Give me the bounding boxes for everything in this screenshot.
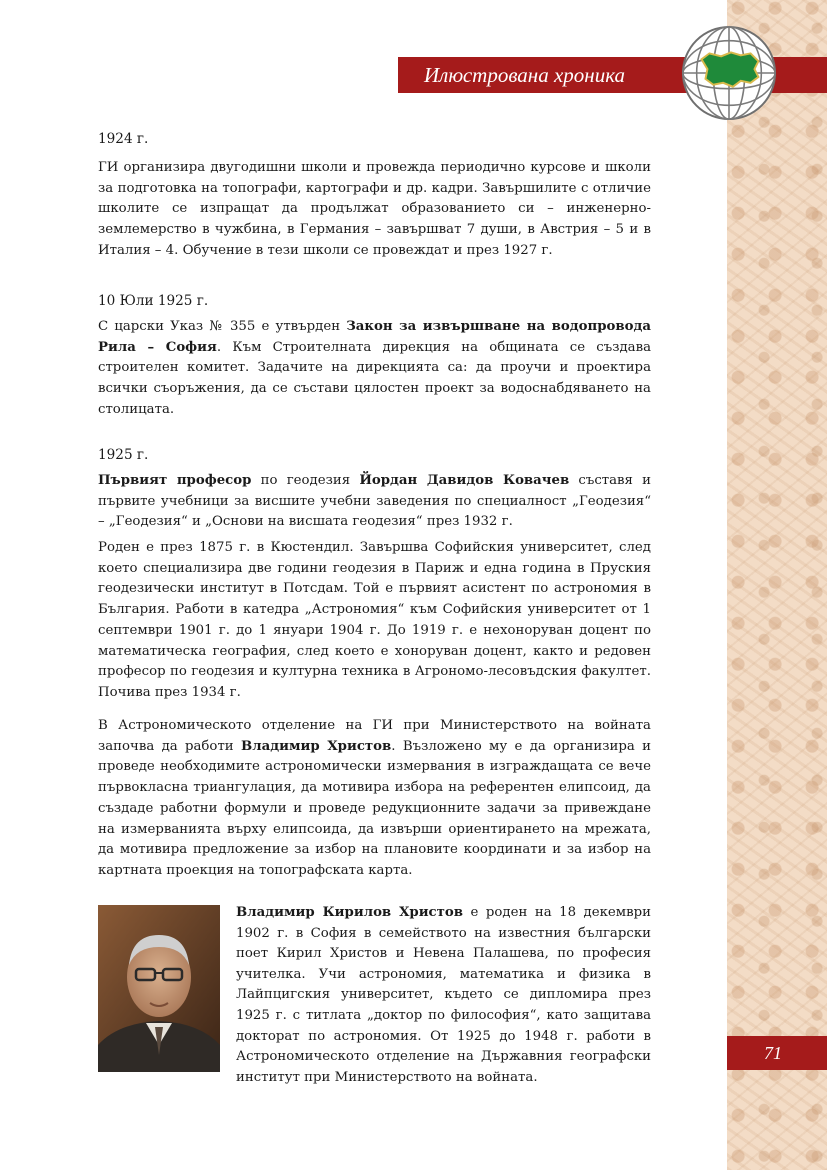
paragraph-astronomy-department: [98, 716, 651, 882]
paragraph-first-professor: [98, 471, 651, 533]
decorative-side-strip: [727, 0, 827, 1170]
bold-law-title: Закон за извършване на водопровода Рила – София: [98, 319, 651, 355]
portrait-photo-icon: [98, 905, 220, 1072]
globe-bulgaria-map-icon: [680, 24, 778, 122]
text-span: е роден на 18 декември 1902 г. в София в семейството на известния български поет Кирил Христов и Невена Палашева, по професия учителка. Учи астрономия, математика и физика в Лайпцигския университет, където се дипломира през 1925 г. с титлата „доктор по философия“, като защитава докторат по астрономия. От 1925 до 1948 г. работи в Астрономическото отделение на Държавния географски институт при Министерството на войната.: [236, 905, 651, 1085]
bold-vladimir-hristov: Владимир Христов: [240, 738, 392, 754]
bio-vladimir-hristov: [236, 903, 651, 1088]
text-span: по геодезия: [251, 473, 360, 488]
bold-professor-name: Йордан Давидов Ковачев: [359, 473, 570, 488]
section-heading-july-1925: 10 Юли 1925 г.: [98, 293, 209, 309]
page-number: 71: [764, 1043, 782, 1063]
text-span: . Към Строителната дирекция на общината се създава строителен комитет. Задачите на дирекцията са: да проучи и проектира всички съоръжения, да се състави цялостен проект за водоснабдяването на столицата.: [98, 339, 651, 417]
text-span: . Възложено му е да организира и проведе необходимите астрономически измервания в изграждащата се вече първокласна триангулация, да мотивира избора на референтен елипсоид, да създаде работни формули и проведе редукционните задачи за привеждане на измерванията върху елипсоида, да извърши ориентирането на мрежата, да мотивира предложение за избор на плановите координати и за избор на картната проекция на топографската карта.: [98, 738, 652, 878]
text-span: съставя и първите учебници за висшите учебни заведения по специалност „Геодезия“ – „Геодезия“ и „Основи на висшата геодезия“ през 1932 г.: [98, 473, 651, 530]
section-heading-1925: 1925 г.: [98, 447, 149, 463]
paragraph-1924: ГИ организира двугодишни школи и провежда периодично курсове и школи за подготовка на топографи, картографи и др. кадри. Завършилите с отличие школите се изпращат да продължат образованието си – инженерно-землемерство в чужбина, в Германия – завършват 7 души, в Австрия – 5 и в Италия – 4. Обучение в тези школи се провеждат и през 1927 г.: [98, 160, 651, 258]
page-header-title: Илюстрована хроника: [424, 63, 626, 87]
paragraph-july-1925: [98, 317, 651, 421]
bold-bio-name: Владимир Кирилов Христов: [236, 905, 464, 920]
paragraph-kovachev-bio: Роден е през 1875 г. в Кюстендил. Завършва Софийския университет, след което специализира две години геодезия в Париж и една година в Пруския геодезически институт в Потсдам. Той е първият асистент по астрономия в България. Работи в катедра „Астрономия“ към Софийския университет от 1 септември 1901 г. до 1 януари 1904 г. До 1919 г. е нехоноруван доцент по математическа география, след което е хоноруван доцент, както и редовен професор по геодезия и културна техника в Агрономо-лесовъдския факултет. Почива през 1934 г.: [98, 540, 651, 700]
section-heading-1924: 1924 г.: [98, 131, 149, 147]
text-span: С царски Указ № 355 е утвърден: [98, 319, 347, 334]
bold-first-professor: Първият професор: [98, 473, 252, 488]
text-span: В Астрономическото отделение на ГИ при Министерството на войната започва да работи: [98, 718, 651, 754]
